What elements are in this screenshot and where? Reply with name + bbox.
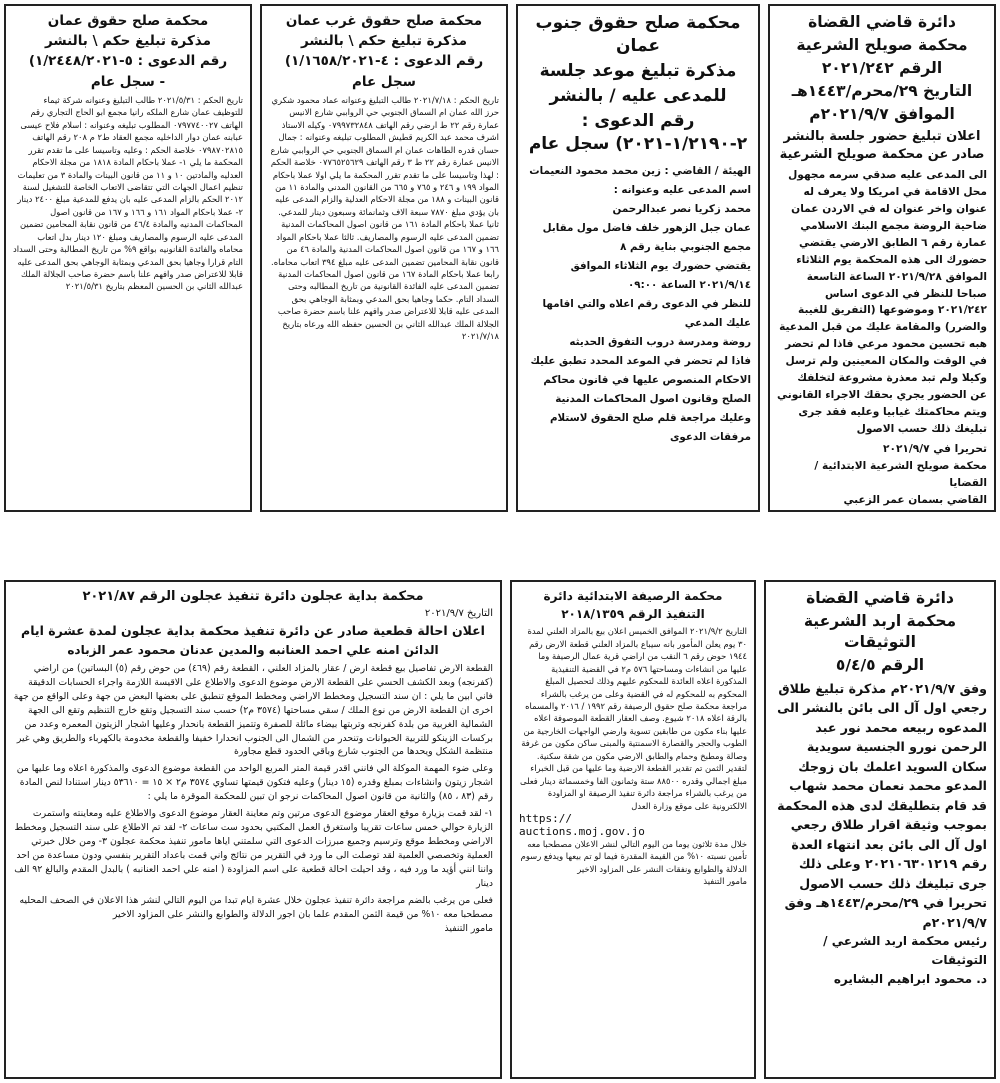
n7-body1: القطعة الارض تفاصيل بيع قطعة ارض / عقار بالمزاد العلني ، القطعة رقم (٤٦٩) من حوض رقم (٥) البساتين) من اراضي (كفرنجه) وبعد الكشف الحسي على القطعة الارض موضوع الدعوى والاطلاع على الاقيسة اللازمة واجراء الحسابات الدقيقة فاني ابين ما يلي : ان سند التسجيل ومخطط الاراضي ومخطط الموقع تنطبق على بعضها البعض من جهة وعلى الواقع من جهة اخرى ان القطعة الارض من نوع الملك / سقي مساحتها (٣٥٧٤ م٢) حسب سند التسجيل وتقع خارج التنظيم وتقع الى الجهة الشمالية الغربية من بلدة كفرنجه وتربتها بيضاء مائلة للصفرة وتتميز القطعة بانحدار وعليها اشجار الزيتون المعمره وعدد من بركسات الزينكو للتربية الحيوانات وتنحدر من الشمال الى الجنوب انحدارا خفيفا والقطعة مخدومة بالكهرباء والطريق وهي غير منتظمة الشكل ويحدها من الجنوب شارع وباقي الحدود قطع مجاورة xyxy=(13,662,493,758)
n7-body4: فعلى من يرغب بالضم مراجعة دائرة تنفيذ عجلون خلال عشرة ايام تبدا من اليوم التالي لنشر هذا الاعلان في الصحف المحليه مصطحبا معه ١٠% من قيمة الثمن المقدم علما بان اجور الدلالة والطوابع والنشر على المزاود الاخير xyxy=(19,894,493,920)
n2-p2: اسم المدعى عليه وعنوانه : xyxy=(613,183,751,196)
n7-h1: محكمة بداية عجلون دائرة تنفيذ عجلون الرقم ٢٠٢١/٨٧ xyxy=(82,589,424,604)
n5-body: وفق ٢٠٢١/٩/٧م مذكرة تبليغ طلاق رجعي اول آل الى بائن بالنشر الى المدعوه ربيعه محمد نور عبد الرحمن نورو الجنسية سويدية سكان السويد اعلمك بان زوجك المدعو محمد نعمان محمد شهاب قد قام بتطليقك لدى هذه المحكمة بموجب وثيقة اقرار طلاق رجعي اول آل الى بائن بعد انتهاء العدة رقم ٢٠٢١٠٦٣٠١٢١٩ وعلى ذلك جرى تبليغك ذلك حسب الاصول تحريرا في ٢٩/محرم/١٤٤٣هـ وفق ٢٠٢١/٩/٧م xyxy=(777,680,987,930)
n6-link1[interactable]: https:// xyxy=(519,811,572,825)
n1-h5: الموافق ٢٠٢١/٩/٧م xyxy=(809,104,955,123)
n5-sign1: رئيس محكمة اربد الشرعي / التوثيقات xyxy=(823,934,987,967)
notice-south-amman xyxy=(516,4,760,512)
notice-amman xyxy=(4,4,252,512)
n2-p1: الهيئة / القاضي : زين محمد محمود النعيمات xyxy=(529,164,751,177)
n2-p7: روضة ومدرسة دروب التفوق الحديثه xyxy=(569,336,751,349)
n2-h1: محكمة صلح حقوق جنوب عمان xyxy=(535,13,741,56)
n1-h1: دائرة قاضي القضاة xyxy=(808,13,956,31)
n6-h2: التنفيذ الرقم ٢٠١٨/١٣٥٩ xyxy=(561,607,705,622)
n1-sign2: القاضي بسمان عمر الزعبي xyxy=(843,493,987,506)
notice-russeifa-execution xyxy=(510,580,756,1079)
n7-sign: مامور التنفيذ xyxy=(444,922,493,934)
n2-p5: يقتضي حضورك يوم الثلاثاء الموافق ٢٠٢١/٩/١٤ الساعة ٠٩:٠٠ xyxy=(570,259,751,291)
n6-tail: خلال مدة ثلاثون يوما من اليوم التالي لنشر الاعلان مصطحبا معه تأمين نسبته ١٠% من القيمة المقدرة فيما لو تم بيعها ويدفع رسوم الدلالة والطوابع ونفقات النشر على المزاود الاخير xyxy=(520,838,747,874)
n3-h2: مذكرة تبليغ حكم \ بالنشر xyxy=(301,33,467,50)
notice-sweileh-sharia xyxy=(768,4,996,512)
n5-h2: محكمة اربد الشرعية التوثيقات xyxy=(803,611,957,651)
n7-body3: ١- لقد قمت بزيارة موقع العقار موضوع الدعوى مرتين وتم معاينة العقار موضوع الدعوى والاطلاع عليه ومعاينته واستمرت الزيارة حوالي خمس ساعات تقريبا واستغرق العمل المكتبي بحدود ست ساعات ٢- لقد تم الاطلاع على سند التسجيل ومخطط الاراضي ومخطط موقع وترسيم وجميع مبرزات الدعوى التي سلمتني اياها مامور تنفيذ محكمة عجلون ٣- ومن خلال خبرتي العملية وتخصصي العلمية لقد توصلت الى ما ورد في التقرير من نتائج واني قمت باعداد التقرير بنفسي ودون مساعدة من احد واننا انني أؤيد ما ورد فيه ، وقد احيلت احالة قطعية على اسم المزاودة ( امنه علي احمد العنانبه ) بالبدل المقدم والبالغ ٩٢ الف دينار xyxy=(14,808,493,889)
n5-h3: الرقم ٥/٤/٥ xyxy=(835,655,925,674)
n5-h1: دائرة قاضي القضاة xyxy=(806,589,954,607)
n2-p8: فاذا لم تحضر في الموعد المحدد تطبق عليك الاحكام المنصوص عليها في قانون محاكم الصلح وقانون اصول المحاكمات المدنية xyxy=(530,355,751,406)
notice-irbid-sharia xyxy=(764,580,996,1079)
n2-h4: رقم الدعوى : ٢-١/٢١٩٠-٢٠٢١) سجل عام xyxy=(528,110,748,154)
notice-ajloun-execution xyxy=(4,580,502,1079)
n3-h4: سجل عام xyxy=(352,73,416,90)
n7-title: اعلان احالة قطعية صادر عن دائرة تنفيذ محكمة بداية عجلون لمدة عشرة ايام xyxy=(21,622,485,638)
n4-body: تاريخ الحكم : ٢٠٢١/٥/٣١ طالب التبليغ وعنوانه شركة ثيماء للتوظيف عمان شارع الملكه رانيا مجمع ابو الحاج التجاري رقم الهاتف ٠٧٩٧٧٤٠٠٢٧ المطلوب تبليغه وعنوانه : اسلام فلاح عيسى عبابنه عمان دوار الداخليه مجمع العقاد ط٢ م ٢٠٨ رقم الهاتف ٠٧٩٨٧٠٢٨١٥ خلاصة الحكم : وعليه وتاسيسا على ما تقدم تقرر المحكمة ما يلي ١- عملا باحكام المادة ١٨١٨ من مجلة الاحكام العدليه والمادتين ١٠ و ١١ من قانون البينات والمادة ٣ من تعليمات تنظيم اعمال الجهات التي تتقاضى الاتعاب الخاصة للتشغيل لسنة ٢٠١٢ الحكم بالزام المدعى عليه بان يدفع للمدعية مبلغ ٢٤٠٠ دينار ٢- عملا باحكام المواد ١٦١ و ١٦٦ و ١٦٧ من قانون اصول المحاكمات المدنيه والمادة ٤٦/٤ من قانون نقابة المحامين تضمين المدعى عليه الرسوم والمصاريف ومبلغ ١٢٠ دينار بدل اتعاب محاماه والفائدة القانونيه بواقع ٩% من تاريخ المطالبة وحتى السداد التام قرارا وجاهيا بحق المدعي وبمثابة الوجاهي بحق المدعى عليه قابلا للاعتراض صدر وافهم علنا باسم حضرة صاحب الجلالة الملك عبدالله الثاني بن الحسين المعظم بتاريخ ٢٠٢١/٥/٣١ xyxy=(12,94,243,292)
n6-body: التاريخ ٢٠٢١/٩/٢ الموافق الخميس اعلان بيع بالمزاد العلني لمدة ٣٠ يوم يعلن المأمور بانه سيباع بالمزاد العلني قطعة الارض رقم ١٩٤٤ حوض رقم ٦ النقب من اراضي قرية عمال الرصيفة وما عليها من انشاءات ومساحتها ٥٧٦ م٢ في القضية التنفيذية المذكورة اعلاه العائدة للمحكوم عليهم وذلك لتحصيل المبلغ المحكوم به للمحكوم له في القضية وعلى من يرغب بالشراء مراجعة محكمة صلح حقوق الرصيفة رقم ١٩٩٢ / ٢٠١٦ والمسماه بالرقة اعلاه ٢٠١٨ شيوع. وصف العقار القطعة الموصوفة اعلاه عليها بناء مكون من طابقين تسوية وارضي الواجهات الخارجية من الطوب والحجر والقصارة الاسمنتية والمبنى ساكن مكون من غرفة وصالة ومطبخ وحمام والطابق الارضي مكون من شقة سكنية. لتقدير الثمن تم تقدير القطعة الارضية وما عليها من قبل الخبراء مبلغ اجمالي وقدره ٨٨٥٠٠ ستة وثمانون الفا وخمسمائة دينار فعلى من يرغب بالشراء مراجعة دائرة تنفيذ الرصيفة او المزاودة الالكترونية على موقع وزارة العدل xyxy=(519,626,747,811)
n1-date: تحريرا في ٢٠٢١/٩/٧ xyxy=(883,442,987,455)
n4-h3: رقم الدعوى : ٥-١/٢٤٤٨/٢٠٢١) xyxy=(28,53,228,70)
n7-body2: وعلى ضوء المهمة الموكلة الي فانني اقدر قيمة المتر المربع الواحد من القطعة موضوع الدعوى والمذكورة اعلاه وما عليها من اشجار زيتون وانشاءات بمبلغ وقدره (١٥ دينار) وعليه فتكون قيمتها تساوي ٣٥٧٤ م٢ × ١٥ = ٥٣٦١٠ دينار استنادا لنص المادة رقم (٨٣ ، ٨٥) والثانية من قانون اصول المحاكمات نرجو ان تبين للمحكمة الموقرة ما يلي : xyxy=(16,763,493,803)
n2-h2: مذكرة تبليغ موعد جلسة xyxy=(539,60,737,81)
n4-h2: مذكرة تبليغ حكم \ بالنشر xyxy=(45,33,211,50)
notice-west-amman xyxy=(260,4,508,512)
n6-sign: مامور التنفيذ xyxy=(703,876,747,887)
n1-h3: الرقم ٢٠٢١/٢٤٢ xyxy=(821,58,943,77)
n2-h3: للمدعى عليه / بالنشر xyxy=(549,85,727,106)
n7-title2: الدائن امنه علي احمد العنانبه والمدين عدنان محمود عمر الزباده xyxy=(67,643,439,658)
n1-sign1: محكمة صويلح الشرعية الابتدائية / القضايا xyxy=(814,459,987,489)
n3-h3: رقم الدعوى : ٤-١/١٦٥٨/٢٠٢١) xyxy=(284,53,484,70)
n2-p4: عمان جبل الزهور خلف فاضل مول مقابل مجمع الجنوبي بناية رقم ٨ xyxy=(542,221,751,253)
n3-body: تاريخ الحكم : ٢٠٢١/٧/١٨ طالب التبليغ وعنوانه عماد محمود شكري حرز الله عمان ام السماق الجنوبي حي الرواببي شارع الانيس عمارة رقم ٢٢ ط ارضي رقم الهاتف ٠٧٩٩٧٣٢٨٤٨ وكيله الاستاذ اشرف محمد عبد الكريم قطيش المطلوب تبليغه وعنوانه : جمال حسان قدره الطاهات عمان ام السماق الجنوبي حي الرواببي شارع الانيس عمارة رقم ٢٢ ط ٣ رقم الهاتف ٠٧٧٦٥٢٥٦٢٩ خلاصة الحكم : لهذا وتاسيسا على ما تقدم تقرر المحكمة ما يلي اولا عملا باحكام المواد ١٩٩ و ٢٤٦ و ٧٦٥ و ٦٦٥ من القانون المدني والمادة ١١ من قانون البينات و ١٨٨ من مجلة الاحكام العدلية والزام المدعى عليه بان يؤدي مبلغ ٧٨٧٠ سبعة الاف وثمانمائة وسبعون دينار للمدعي. ثانيا عملا باحكام المادة ١٦١ من قانون اصول المحاكمات المدنية تضمين المدعى عليه الرسوم والمصاريف. ثالثا عملا باحكام المواد ١٦٦ و ١٦٧ من قانون اصول المحاكمات المدنية والمادة ٤٦ من قانون نقابة المحامين تضمين المدعى عليه مبلغ ٣٩٤ اتعاب محاماه. رابعا عملا باحكام المادة ١٦٧ من قانون اصول المحاكمات المدنية تضمين المدعى عليه الفائدة القانونية من تاريخ المطالبه وحتى السداد التام. حكما وجاهيا بحق المدعي وبمثابة الوجاهي بحق المدعى عليه قابلا للاعتراض صدر وافهم علنا باسم حضرة صاحب الجلالة الملك عبدالله الثاني بن الحسين حفظه الله ورعاه بتاريخ ٢٠٢١/٧/١٨ xyxy=(270,94,499,342)
n1-title: اعلان تبليغ حضور جلسة بالنشر صادر عن محكمة صويلح الشرعية xyxy=(779,128,985,162)
n2-p6: للنظر في الدعوى رقم اعلاه والتي اقامها عليك المدعي xyxy=(542,297,751,329)
n6-link2[interactable]: auctions.moj.gov.jo xyxy=(519,824,645,838)
n5-sign2: د. محمود ابراهيم البشايره xyxy=(833,971,987,986)
n2-p3: محمد زكريا نصر عبدالرحمن xyxy=(612,202,751,215)
n7-date: التاريخ ٢٠٢١/٩/٧ xyxy=(424,607,493,619)
n2-p9: وعليك مراجعة قلم صلح الحقوق لاستلام مرفقات الدعوى xyxy=(550,412,751,444)
n6-h1: محكمة الرصيفة الابتدائية دائرة xyxy=(543,589,723,603)
n4-h4: - سجل عام xyxy=(90,73,166,90)
n1-h4: التاريخ ٢٩/محرم/١٤٤٣هـ xyxy=(791,81,973,100)
n3-h1: محكمة صلح حقوق غرب عمان xyxy=(285,13,483,29)
n1-body: الى المدعى عليه صدقي سرمه مجهول محل الاقامة في امريكا ولا يعرف له عنوان واخر عنوان له في الاردن عمان ضاحية الروضة مجمع البنك الاسلامي عمارة رقم ٦ الطابق الارضي يقتضي حضورك الى هذه المحكمة يوم الثلاثاء الموافق ٢٠٢١/٩/٢٨ الساعة التاسعة صباحا للنظر في الدعوى اساس ٢٠٢١/٢٤٢ وموضوعها (التفريق للغيبة والضرر) والمقامة عليك من قبل المدعية هبه تحسين محمود مرعي فاذا لم تحضر في الوقت والمكان المعينين ولم ترسل وكيلا ولم تبد معذرة مشروعة لتخلفك عن الحضور يجري بحقك الاجراء القانوني ويتم محاكمتك غيابيا وعليه فقد جرى تبليغك ذلك حسب الاصول xyxy=(777,168,987,436)
n4-h1: محكمة صلح حقوق عمان xyxy=(47,13,209,29)
n1-h2: محكمة صويلح الشرعية xyxy=(796,35,968,54)
